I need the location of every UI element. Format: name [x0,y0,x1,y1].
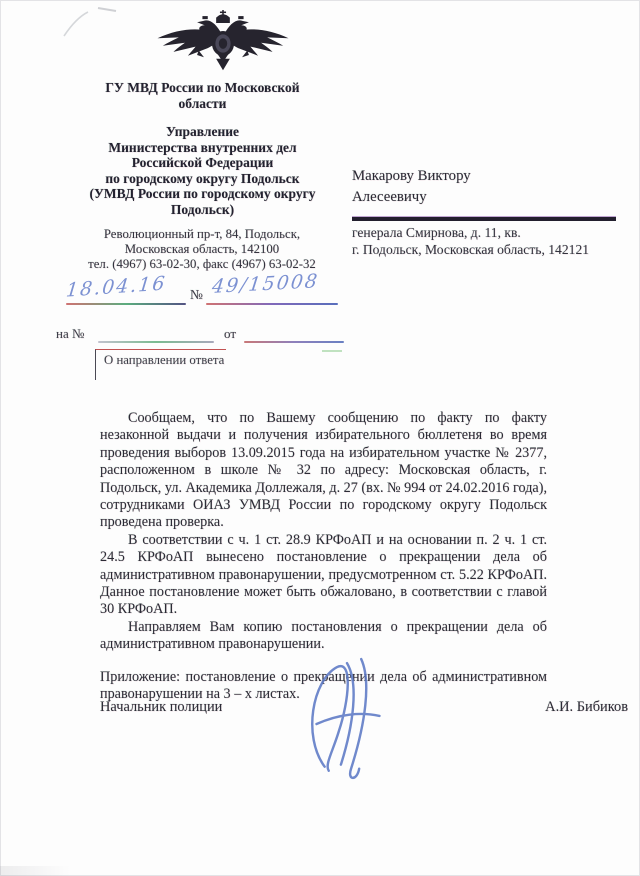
org-name-heading [60,80,345,111]
handwritten-signature [296,655,400,787]
org-address-block [48,227,356,273]
subject-line: О направлении ответа [95,349,226,380]
scan-edge-smudge [0,866,70,876]
org-line: Министерства внутренних дел [108,139,297,155]
reply-number-underline [98,341,214,343]
recipient-name-line: Макарову Виктору [352,168,471,184]
recipient-name-line: Алесеевичу [352,189,427,205]
recipient-address-line: генерала Смирнова, д. 11, кв. [352,225,521,240]
date-underline [66,303,186,305]
org-line: Российской Федерации [131,155,274,170]
recipient-address-line: г. Подольск, Московская область, 142121 [352,241,590,257]
org-address-line: Московская область, 142100 [124,242,280,257]
org-line: по городскому округу Подольск [105,170,300,186]
handwritten-date: 18.04.16 [64,272,168,302]
org-line: (УМВД России по городскому округу [89,186,316,201]
body-paragraph: Направляем Вам копию постановления о прекращении дела об административном правонарушении. [100,618,547,653]
reply-to-number-label: на № [56,326,85,341]
org-fullname-block [60,124,345,217]
reply-from-label: от [224,326,237,341]
body-paragraph: Сообщаем, что по Вашему сообщению по факту по факту незаконной выдачи и получения избирательного бюллетеня во время проведения выборов 13.09.2015 года на избирательном участке № 2377, расположенном в школе № 32 по адресу: Московская область, г. Подольск, ул. Академика Доллежаля, д. 27 (вх. № 994 от 24.02.2016 года), сотрудниками ОИАЗ УМВД России по городскому округу Подольск проведена проверка. [100,410,547,531]
scan-artifact-line [322,350,342,352]
signer-title: Начальник полиции [100,699,223,715]
attachment-note: Приложение: постановление о прекращении дела об административном правонарушении на 3 – х листах. [100,668,547,703]
redaction-bar [352,217,616,221]
org-line: Управление [165,124,240,139]
signer-name: А.И. Бибиков [545,699,628,715]
reply-date-underline [244,341,344,343]
number-underline [206,303,338,305]
mvd-eagle-emblem [150,10,296,74]
body-paragraph: В соответствии с ч. 1 ст. 28.9 КРФоАП и на основании п. 2 ч. 1 ст. 24.5 КРФоАП вынесено постановление о прекращении дела об административном правонарушении, предусмотренном ст. 5.22 КРФоАП. Данное постановление может быть обжаловано, в соответствии с главой 30 КРФоАП. [100,531,547,618]
org-line: Подольск) [170,201,235,217]
org-address-line: Революционный пр-т, 84, Подольск, [103,227,301,241]
signature-row [100,699,628,716]
org-address-line: тел. (4967) 63-02-30, факс (4967) 63-02-32 [88,257,316,272]
handwritten-outgoing-number: 49/15008 [210,270,321,298]
org-name-text: ГУ МВД России по Московской области [105,80,300,111]
pen-scribble-mark [58,2,128,46]
recipient-block [352,166,628,258]
number-sign: № [190,287,203,302]
